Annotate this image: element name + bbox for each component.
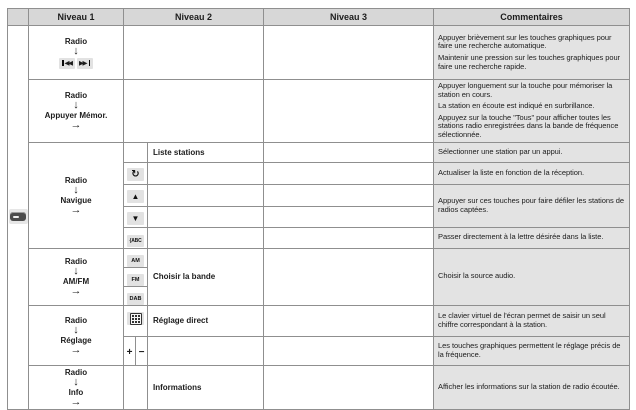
radio-hard-key-icon [9,209,28,224]
right-arrow-icon: → [70,203,82,216]
memorize-label: Appuyer Mémor. [44,111,108,121]
letter-jump-button-cell [124,227,148,248]
am-band-icon: AM [127,255,144,267]
info-label: Info [68,387,84,397]
comment-text: Appuyez sur la touche "Tous" pour afficher toutes les stations radio enregistrées dans la bande de fréquence sélectionnée. [438,112,619,139]
radio-label: Radio [64,315,88,325]
empty-cell [148,336,264,365]
down-arrow-icon: ↓ [73,183,79,196]
down-arrow-icon: ↓ [73,265,79,278]
comment-liste-stations [434,142,630,162]
comment-letter-jump [434,227,630,248]
am-button-cell [124,248,148,267]
empty-cell [124,80,264,143]
comment-text: Passer directement à la lettre désirée dans la liste. [438,232,604,242]
empty-cell [124,26,264,80]
comment-text: Appuyer longuement sur la touche pour mémoriser la station en cours. [438,81,613,99]
comment-refresh [434,162,630,184]
informations-label: Informations [148,365,264,409]
comment-scroll-arrows [434,184,630,227]
niveau1-band-cell [29,248,124,305]
empty-cell [264,162,434,184]
abc-letter-jump-icon: {ABC [127,235,144,247]
comment-memorize [434,80,630,143]
empty-cell [264,248,434,305]
niveau1-info-cell [29,365,124,409]
reglage-direct-label: Réglage direct [148,305,264,336]
header-commentaires: Commentaires [434,9,630,26]
reglage-label: Réglage [60,335,92,345]
radio-menu-table [7,8,630,410]
refresh-button-cell [124,162,148,184]
header-spacer [8,9,29,26]
header-niveau-3: Niveau 3 [264,9,434,26]
scroll-up-button-cell [124,184,148,206]
niveau1-memorize-cell [29,80,124,143]
navigate-label: Navigue [60,195,92,205]
comment-band [434,248,630,305]
niveau1-tuning-cell [29,305,124,365]
plus-icon: + [126,346,133,358]
empty-cell [148,206,264,227]
right-arrow-icon: → [70,119,82,132]
comment-info [434,365,630,409]
fm-button-cell [124,267,148,286]
radio-label: Radio [64,257,88,267]
comment-text: Le clavier virtuel de l'écran permet de saisir un seul chiffre correspondant à la station. [438,310,606,329]
liste-stations-label: Liste stations [148,142,264,162]
niveau1-seek-cell [29,26,124,80]
comment-text: Actualiser la liste en fonction de la réception. [438,167,585,177]
minus-button-cell [136,336,148,365]
radio-label: Radio [64,367,88,377]
header-niveau-2: Niveau 2 [124,9,264,26]
fm-band-icon: FM [127,274,144,286]
empty-cell [148,162,264,184]
empty-cell [264,206,434,227]
right-arrow-icon: → [70,285,82,298]
down-arrow-icon: ↓ [73,323,79,336]
numeric-keypad-icon [127,312,144,325]
niveau1-navigate-cell [29,142,124,248]
empty-cell [264,142,434,162]
down-arrow-icon: ↓ [73,375,79,388]
empty-cell [264,26,434,80]
comment-seek [434,26,630,80]
comment-text: Sélectionner une station par un appui. [438,146,563,156]
minus-icon: − [138,346,145,358]
hard-key-cell [8,26,29,410]
empty-cell [264,184,434,206]
seek-forward-button-icon: ▶▶ [77,58,93,69]
comment-text: Les touches graphiques permettent le réglage précis de la fréquence. [438,340,621,359]
empty-cell [264,227,434,248]
comment-direct-tuning [434,305,630,336]
comment-text: Appuyer brièvement sur les touches graphiques pour faire une recherche automatique. [438,32,612,51]
comment-text: Maintenir une pression sur les touches graphiques pour faire une recherche rapide. [438,53,621,71]
empty-cell [148,184,264,206]
radio-label: Radio [64,36,88,46]
keypad-button-cell [124,305,148,336]
choisir-bande-label: Choisir la bande [148,248,264,305]
empty-cell [264,305,434,336]
empty-cell [264,336,434,365]
down-arrow-icon: ↓ [73,99,79,112]
down-arrow-icon: ↓ [73,44,79,57]
radio-label: Radio [64,91,88,101]
empty-cell [124,142,148,162]
am-fm-label: AM/FM [62,277,90,287]
dab-band-icon: DAB [127,293,144,305]
up-arrow-icon: ▲ [127,190,144,203]
right-arrow-icon: → [70,343,82,356]
empty-cell [148,227,264,248]
right-arrow-icon: → [70,395,82,408]
comment-text: Choisir la source audio. [438,271,516,281]
scroll-down-button-cell [124,206,148,227]
plus-button-cell [124,336,136,365]
down-arrow-button-icon: ▼ [127,212,144,225]
refresh-icon: ↻ [127,168,144,181]
empty-cell [264,365,434,409]
comment-fine-tuning [434,336,630,365]
empty-cell [124,365,148,409]
empty-cell [264,80,434,143]
radio-label: Radio [64,175,88,185]
comment-text: La station en écoute est indiqué en surbrillance. [438,101,595,111]
comment-text: Afficher les informations sur la station de radio écoutée. [438,381,620,391]
menu-table-wrap [7,8,630,410]
header-niveau-1: Niveau 1 [29,9,124,26]
comment-text: Appuyer sur ces touches pour faire défiler les stations de radios captées. [438,195,624,214]
dab-button-cell [124,286,148,305]
seek-back-button-icon: ◀◀ [59,58,75,69]
